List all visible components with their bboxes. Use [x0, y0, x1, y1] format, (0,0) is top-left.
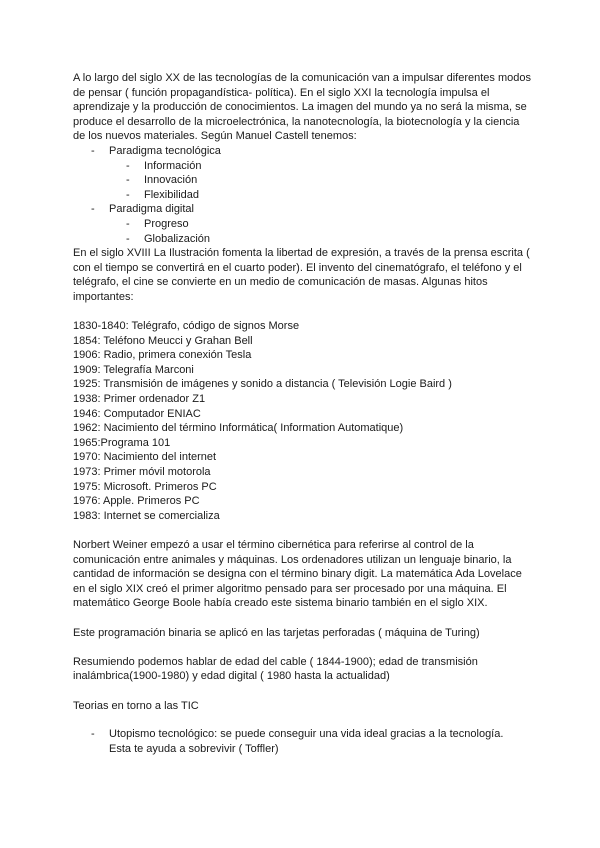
- binary-paragraph: Este programación binaria se aplicó en las tarjetas perforadas ( máquina de Turing): [73, 626, 480, 639]
- bullet-dash: -: [126, 232, 130, 245]
- milestone-line: 1983: Internet se comercializa: [73, 509, 220, 522]
- milestone-line: 1938: Primer ordenador Z1: [73, 393, 206, 406]
- bullet-dash: -: [126, 159, 130, 172]
- ages-paragraph: Resumiendo podemos hablar de edad del cable ( 1844-1900); edad de transmisión inalámbrica(1900-1980) y edad digital ( 1980 hasta la actualidad): [73, 655, 478, 683]
- intro-paragraph: A lo largo del siglo XX de las tecnologías de la comunicación van a impulsar diferentes modos de pensar ( función propagandística- política). En el siglo XXI la tecnología impulsa el aprendizaje y la producción de conocimientos. La imagen del mundo ya no será la misma, se produce el desarrollo de la microelectrónica, la nanotecnología, la biotecnología y la ciencia de los nuevos materiales. Según Manuel Castell tenemos:: [73, 72, 531, 143]
- paradigm-label: Paradigma digital: [109, 203, 194, 216]
- milestone-line: 1925: Transmisión de imágenes y sonido a distancia ( Televisión Logie Baird ): [73, 378, 452, 391]
- milestone-line: 1830-1840: Telégrafo, código de signos Morse: [73, 320, 300, 333]
- xviii-paragraph: En el siglo XVIII La Ilustración fomenta la libertad de expresión, a través de la prensa escrita ( con el tiempo se convertirá en el cuarto poder). El invento del cinematógrafo, el teléfono y el telégrafo, el cine se convierte en un medio de comunicación de masas. Algunas hitos importantes:: [73, 247, 530, 303]
- milestone-line: 1854: Teléfono Meucci y Grahan Bell: [73, 334, 253, 347]
- sub-item: [73, 232, 533, 247]
- wiener-paragraph: Norbert Weiner empezó a usar el término cibernética para referirse al control de la comunicación entre animales y máquinas. Los ordenadores utilizan un lenguaje binario, la cantidad de información se designa con el término binary digit. La matemática Ada Lovelace en el siglo XIX creó el primer algoritmo pensado para ser procesado por una máquina. El matemático George Boole había creado este sistema binario también en el siglo XIX.: [73, 539, 522, 610]
- theory-text: Utopismo tecnológico: se puede conseguir una vida ideal gracias a la tecnología. Esta te ayuda a sobrevivir ( Toffler): [109, 728, 504, 755]
- bullet-dash: -: [126, 174, 130, 187]
- milestone-line: 1965:Programa 101: [73, 436, 171, 449]
- milestone-line: 1975: Microsoft. Primeros PC: [73, 480, 217, 493]
- milestone-line: 1909: Telegrafía Marconi: [73, 363, 194, 376]
- sub-item: [73, 173, 533, 188]
- sub-item-label: Globalización: [144, 232, 211, 245]
- milestone-line: 1962: Nacimiento del término Informática( Information Automatique): [73, 422, 404, 435]
- paradigm-label: Paradigma tecnológica: [109, 144, 221, 157]
- sub-item-label: Progreso: [144, 217, 189, 230]
- milestone-line: 1973: Primer móvil motorola: [73, 466, 211, 479]
- sub-item-label: Información: [144, 159, 202, 172]
- sub-item: [73, 188, 533, 203]
- sub-item: [73, 217, 533, 232]
- paradigm-item: [73, 202, 533, 217]
- bullet-dash: -: [91, 203, 95, 216]
- sub-item: [73, 159, 533, 174]
- sub-item-label: Innovación: [144, 174, 198, 187]
- sub-item-label: Flexibilidad: [144, 188, 200, 201]
- milestone-line: 1946: Computador ENIAC: [73, 407, 201, 420]
- theories-heading: Teorias en torno a las TIC: [73, 699, 199, 712]
- milestone-line: 1970: Nacimiento del internet: [73, 451, 217, 464]
- bullet-dash: -: [126, 188, 130, 201]
- document-page: [73, 71, 533, 756]
- bullet-dash: -: [126, 217, 130, 230]
- bullet-dash: -: [91, 728, 95, 741]
- paradigm-item: [73, 144, 533, 159]
- bullet-dash: -: [91, 144, 95, 157]
- theory-item: [73, 727, 533, 756]
- milestone-line: 1976: Apple. Primeros PC: [73, 495, 200, 508]
- milestone-line: 1906: Radio, primera conexión Tesla: [73, 349, 252, 362]
